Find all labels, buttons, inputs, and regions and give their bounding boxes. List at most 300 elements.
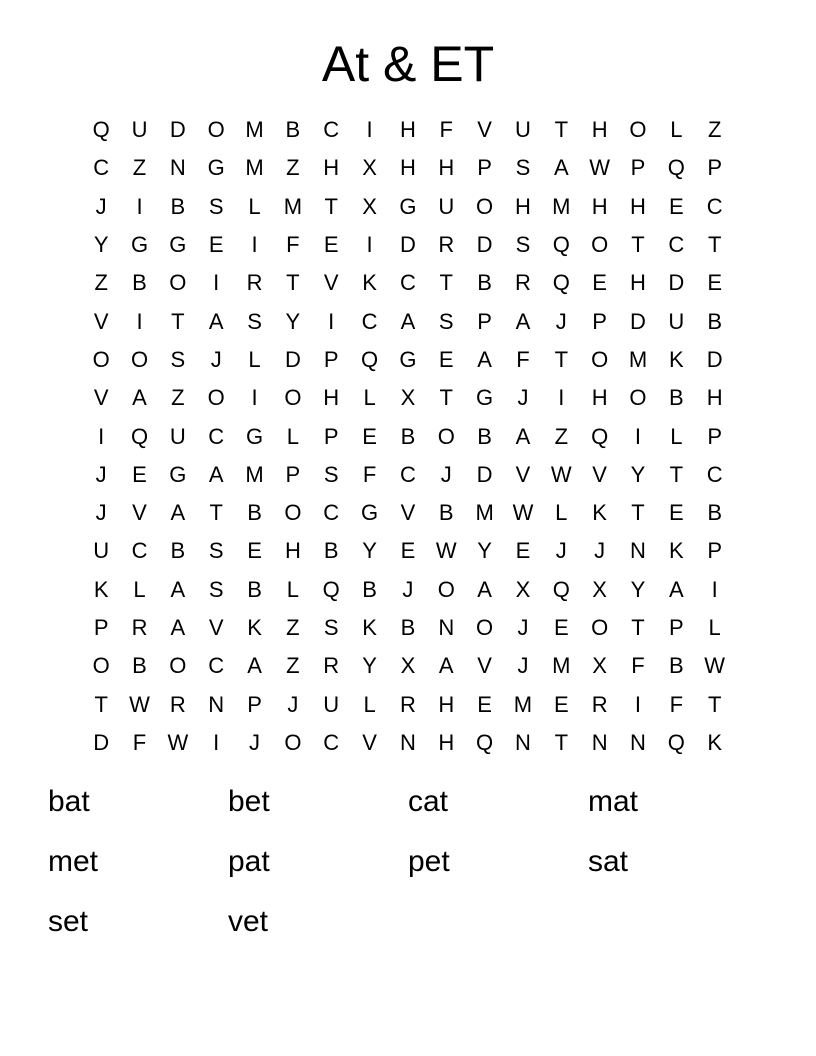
grid-letter: J	[249, 729, 261, 755]
grid-letter: Q	[92, 117, 110, 143]
grid-letter: U	[668, 308, 685, 334]
grid-letter: K	[362, 270, 377, 296]
grid-letter: Z	[171, 385, 185, 411]
grid-letter: Q	[591, 423, 609, 449]
grid-letter: D	[706, 346, 723, 372]
grid-letter: Z	[707, 117, 722, 143]
grid-letter: O	[591, 232, 609, 258]
grid-letter: N	[169, 155, 186, 181]
grid-letter: F	[362, 461, 377, 487]
grid-letter: W	[167, 729, 189, 755]
grid-letter: V	[208, 615, 224, 640]
grid-letter: H	[630, 270, 646, 296]
grid-letter: T	[286, 270, 300, 296]
grid-letter: S	[208, 576, 224, 602]
grid-letter: C	[399, 461, 416, 487]
grid-letter: W	[129, 691, 150, 717]
grid-letter: P	[477, 308, 492, 334]
grid-letter: L	[555, 500, 568, 526]
grid-letter: E	[668, 500, 684, 526]
grid-letter: A	[208, 308, 224, 334]
grid-letter: T	[554, 346, 569, 372]
grid-letter: U	[131, 117, 148, 143]
word-list-item: pet	[408, 845, 450, 878]
grid-letter: D	[630, 308, 646, 334]
grid-letter: O	[169, 270, 187, 296]
grid-letter: U	[169, 423, 186, 449]
grid-letter: M	[552, 653, 571, 679]
grid-letter: O	[130, 346, 149, 372]
grid-letter: C	[323, 500, 340, 526]
grid-letter: P	[323, 346, 339, 372]
grid-letter: I	[558, 385, 565, 411]
grid-letter: G	[399, 193, 417, 219]
word-list-item: bet	[228, 785, 270, 818]
grid-letter: T	[554, 117, 569, 143]
grid-letter: J	[210, 346, 222, 372]
grid-letter: M	[245, 117, 264, 143]
grid-letter: X	[400, 385, 416, 411]
grid-letter: Q	[130, 423, 149, 449]
grid-letter: P	[93, 615, 109, 640]
grid-letter: O	[629, 385, 647, 411]
grid-row	[82, 111, 734, 149]
grid-letter: I	[98, 423, 105, 449]
grid-letter: P	[707, 538, 723, 564]
grid-letter: B	[438, 500, 454, 526]
grid-letter: V	[362, 729, 377, 755]
grid-letter: H	[591, 385, 608, 411]
grid-letter: A	[515, 308, 531, 334]
grid-row	[82, 532, 734, 570]
grid-letter: U	[323, 691, 340, 717]
grid-letter: C	[323, 729, 340, 755]
grid-letter: G	[361, 500, 379, 526]
grid-letter: N	[630, 729, 646, 755]
grid-letter: O	[207, 117, 225, 143]
grid-letter: G	[130, 232, 149, 258]
grid-letter: I	[328, 308, 335, 334]
grid-letter: A	[477, 346, 492, 372]
grid-letter: Y	[477, 538, 492, 564]
grid-letter: I	[634, 423, 642, 449]
grid-letter: B	[170, 538, 186, 564]
grid-letter: X	[592, 576, 607, 602]
grid-letter: X	[515, 576, 531, 602]
grid-letter: H	[438, 691, 455, 717]
grid-row	[82, 609, 734, 647]
grid-letter: H	[399, 155, 416, 181]
grid-letter: A	[515, 423, 531, 449]
grid-row	[82, 724, 734, 762]
grid-letter: G	[207, 155, 225, 181]
grid-letter: B	[668, 385, 684, 411]
grid-letter: S	[323, 615, 339, 640]
grid-letter: C	[668, 232, 685, 258]
grid-letter: O	[284, 385, 302, 411]
grid-letter: Z	[286, 653, 300, 679]
grid-letter: B	[247, 500, 262, 526]
grid-letter: T	[631, 500, 645, 526]
word-list-item: pat	[228, 845, 270, 878]
grid-letter: I	[711, 576, 718, 602]
grid-letter: H	[706, 385, 723, 411]
grid-letter: Q	[361, 346, 379, 372]
grid-letter: S	[170, 346, 186, 372]
grid-letter: X	[362, 193, 377, 219]
word-list-item: vet	[228, 905, 269, 938]
grid-letter: E	[438, 346, 454, 372]
grid-row	[82, 302, 734, 340]
grid-letter: P	[323, 423, 339, 449]
grid-letter: N	[438, 615, 455, 640]
word-list	[48, 780, 768, 960]
grid-letter: C	[93, 155, 110, 181]
grid-letter: J	[517, 385, 529, 411]
grid-letter: V	[132, 500, 147, 526]
grid-letter: P	[247, 691, 262, 717]
grid-letter: R	[246, 270, 263, 296]
grid-letter: J	[555, 538, 567, 564]
grid-letter: P	[630, 155, 646, 181]
grid-letter: A	[477, 576, 492, 602]
grid-letter: B	[170, 193, 186, 219]
grid-letter: H	[515, 193, 531, 219]
grid-letter: Y	[630, 461, 646, 487]
grid-letter: W	[512, 500, 534, 526]
grid-row	[82, 456, 734, 494]
grid-letter: L	[286, 423, 300, 449]
grid-letter: K	[247, 615, 262, 640]
grid-letter: T	[324, 193, 338, 219]
grid-letter: Q	[552, 270, 570, 296]
grid-letter: C	[323, 117, 340, 143]
grid-letter: P	[477, 155, 492, 181]
grid-letter: M	[628, 346, 648, 372]
grid-letter: O	[476, 615, 494, 640]
grid-letter: Y	[630, 576, 646, 602]
grid-letter: X	[362, 155, 377, 181]
grid-letter: V	[400, 500, 416, 526]
grid-letter: L	[133, 576, 146, 602]
grid-letter: G	[399, 346, 417, 372]
grid-letter: H	[399, 117, 416, 143]
grid-letter: N	[630, 538, 646, 564]
grid-letter: D	[93, 729, 110, 755]
grid-letter: S	[515, 232, 531, 258]
grid-letter: M	[475, 500, 494, 526]
grid-letter: V	[93, 385, 109, 411]
grid-row	[82, 226, 734, 264]
grid-letter: K	[592, 500, 607, 526]
grid-letter: I	[251, 232, 258, 258]
grid-letter: F	[439, 117, 453, 143]
grid-letter: L	[248, 193, 261, 219]
word-list-item: sat	[588, 845, 629, 878]
grid-letter: P	[592, 308, 607, 334]
grid-letter: R	[591, 691, 608, 717]
grid-letter: U	[515, 117, 531, 143]
word-list-item: met	[48, 845, 99, 878]
grid-letter: L	[286, 576, 300, 602]
word-list-item: set	[48, 905, 89, 938]
grid-letter: T	[707, 691, 722, 717]
grid-letter: Q	[552, 232, 570, 258]
grid-letter: B	[477, 423, 492, 449]
grid-row	[82, 188, 734, 226]
grid-row	[82, 341, 734, 379]
grid-letter: D	[399, 232, 416, 258]
grid-letter: O	[92, 346, 110, 372]
grid-letter: W	[589, 155, 611, 181]
grid-letter: Q	[322, 576, 340, 602]
grid-letter: N	[591, 729, 608, 755]
grid-letter: M	[513, 691, 533, 717]
grid-letter: O	[92, 653, 110, 679]
grid-letter: J	[95, 461, 107, 487]
grid-letter: A	[668, 576, 684, 602]
grid-letter: V	[93, 308, 109, 334]
grid-letter: A	[208, 461, 224, 487]
grid-letter: Z	[94, 270, 108, 296]
grid-letter: O	[476, 193, 494, 219]
grid-letter: E	[132, 461, 147, 487]
grid-letter: R	[169, 691, 186, 717]
grid-letter: E	[323, 232, 339, 258]
grid-letter: G	[169, 232, 187, 258]
grid-row	[82, 379, 734, 417]
grid-letter: T	[94, 691, 108, 717]
grid-letter: J	[555, 308, 567, 334]
grid-letter: Y	[362, 653, 377, 679]
word-list-item: mat	[588, 785, 639, 818]
grid-letter: P	[668, 615, 684, 640]
grid-letter: A	[553, 155, 569, 181]
grid-letter: R	[399, 691, 416, 717]
grid-letter: L	[670, 423, 683, 449]
grid-letter: M	[552, 193, 571, 219]
grid-letter: B	[323, 538, 339, 564]
grid-letter: E	[515, 538, 531, 564]
grid-letter: K	[668, 346, 684, 372]
grid-row	[82, 417, 734, 455]
grid-letter: B	[707, 308, 723, 334]
grid-letter: X	[400, 653, 416, 679]
grid-letter: D	[476, 461, 493, 487]
grid-letter: P	[707, 423, 723, 449]
grid-row	[82, 494, 734, 532]
grid-letter: E	[707, 270, 723, 296]
grid-letter: H	[591, 193, 608, 219]
grid-letter: J	[440, 461, 452, 487]
grid-letter: N	[515, 729, 531, 755]
grid-letter: O	[629, 117, 647, 143]
grid-letter: V	[515, 461, 531, 487]
grid-letter: S	[515, 155, 531, 181]
grid-letter: V	[477, 117, 492, 143]
grid-row	[82, 685, 734, 723]
grid-letter: Y	[362, 538, 377, 564]
grid-letter: R	[438, 232, 455, 258]
grid-letter: C	[706, 461, 723, 487]
grid-letter: J	[95, 500, 107, 526]
grid-letter: E	[553, 691, 569, 717]
grid-letter: B	[132, 653, 147, 679]
grid-letter: T	[439, 270, 453, 296]
grid-letter: E	[362, 423, 377, 449]
grid-letter: A	[400, 308, 416, 334]
grid-row	[82, 647, 734, 685]
grid-letter: K	[362, 615, 377, 640]
grid-letter: Y	[285, 308, 301, 334]
grid-letter: O	[591, 346, 609, 372]
grid-letter: A	[247, 653, 262, 679]
grid-letter: L	[363, 691, 376, 717]
grid-letter: Q	[476, 729, 494, 755]
grid-letter: R	[323, 653, 340, 679]
grid-row	[82, 149, 734, 187]
grid-letter: L	[708, 615, 721, 640]
grid-letter: J	[95, 193, 107, 219]
grid-letter: Z	[554, 423, 569, 449]
grid-letter: H	[438, 155, 455, 181]
grid-letter: L	[670, 117, 683, 143]
grid-row	[82, 571, 734, 609]
grid-letter: F	[631, 653, 645, 679]
grid-letter: Q	[552, 576, 570, 602]
grid-letter: Q	[667, 729, 685, 755]
grid-letter: Q	[667, 155, 685, 181]
grid-letter: A	[170, 576, 186, 602]
grid-letter: R	[131, 615, 148, 640]
grid-letter: J	[402, 576, 414, 602]
grid-letter: J	[517, 653, 529, 679]
grid-letter: E	[400, 538, 416, 564]
grid-letter: I	[136, 308, 143, 334]
grid-letter: L	[363, 385, 376, 411]
grid-letter: V	[477, 653, 492, 679]
grid-letter: B	[668, 653, 684, 679]
grid-letter: H	[284, 538, 301, 564]
grid-letter: L	[248, 346, 261, 372]
grid-letter: C	[399, 270, 416, 296]
grid-letter: I	[136, 193, 143, 219]
grid-letter: F	[669, 691, 684, 717]
grid-letter: O	[591, 615, 609, 640]
grid-letter: T	[171, 308, 185, 334]
grid-letter: B	[477, 270, 492, 296]
grid-letter: K	[668, 538, 684, 564]
grid-letter: W	[704, 653, 726, 679]
grid-letter: A	[132, 385, 147, 411]
grid-letter: W	[435, 538, 457, 564]
grid-letter: X	[592, 653, 607, 679]
grid-letter: E	[592, 270, 607, 296]
grid-letter: T	[439, 385, 453, 411]
grid-letter: H	[630, 193, 646, 219]
grid-letter: C	[131, 538, 148, 564]
grid-letter: D	[476, 232, 493, 258]
grid-letter: D	[668, 270, 685, 296]
grid-letter: B	[362, 576, 377, 602]
grid-letter: Z	[286, 615, 300, 640]
grid-letter: M	[245, 461, 264, 487]
grid-letter: O	[207, 385, 225, 411]
grid-letter: S	[438, 308, 454, 334]
grid-letter: F	[286, 232, 300, 258]
grid-letter: T	[631, 615, 645, 640]
grid-letter: T	[669, 461, 684, 487]
grid-letter: Y	[93, 232, 109, 258]
grid-letter: V	[323, 270, 339, 296]
word-list-item: cat	[408, 785, 449, 818]
grid-letter: I	[251, 385, 258, 411]
grid-letter: V	[592, 461, 607, 487]
grid-letter: G	[169, 461, 187, 487]
grid-letter: B	[285, 117, 301, 143]
grid-letter: H	[323, 385, 340, 411]
grid-letter: E	[208, 232, 224, 258]
grid-letter: I	[213, 729, 220, 755]
grid-letter: B	[400, 423, 416, 449]
grid-row	[82, 264, 734, 302]
grid-letter: O	[284, 500, 302, 526]
grid-letter: S	[323, 461, 339, 487]
grid-letter: D	[169, 117, 186, 143]
grid-letter: C	[706, 193, 723, 219]
grid-letter: A	[170, 615, 186, 640]
grid-letter: U	[438, 193, 455, 219]
grid-letter: H	[438, 729, 455, 755]
grid-letter: Z	[132, 155, 147, 181]
grid-letter: N	[208, 691, 225, 717]
grid-letter: O	[284, 729, 302, 755]
grid-letter: U	[93, 538, 110, 564]
grid-letter: O	[437, 423, 455, 449]
grid-letter: J	[517, 615, 529, 640]
grid-letter: F	[516, 346, 530, 372]
grid-letter: E	[477, 691, 492, 717]
grid-letter: C	[361, 308, 378, 334]
grid-letter: S	[208, 193, 224, 219]
grid-letter: D	[284, 346, 301, 372]
grid-letter: B	[247, 576, 262, 602]
grid-letter: K	[93, 576, 109, 602]
grid-letter: E	[553, 615, 569, 640]
grid-letter: O	[437, 576, 455, 602]
grid-letter: J	[594, 538, 606, 564]
grid-letter: C	[208, 653, 225, 679]
grid-letter: G	[476, 385, 494, 411]
grid-letter: N	[399, 729, 416, 755]
grid-letter: C	[208, 423, 225, 449]
grid-letter: I	[366, 117, 373, 143]
grid-letter: G	[245, 423, 264, 449]
grid-letter: R	[515, 270, 531, 296]
grid-letter: P	[707, 155, 723, 181]
word-list-item: bat	[48, 785, 90, 818]
grid-letter: M	[283, 193, 303, 219]
grid-letter: B	[707, 500, 723, 526]
grid-letter: H	[591, 117, 608, 143]
grid-letter: T	[209, 500, 223, 526]
grid-letter: M	[245, 155, 264, 181]
grid-letter: J	[287, 691, 299, 717]
grid-letter: O	[169, 653, 187, 679]
grid-letter: P	[285, 461, 301, 487]
grid-letter: E	[668, 193, 684, 219]
grid-letter: S	[247, 308, 262, 334]
